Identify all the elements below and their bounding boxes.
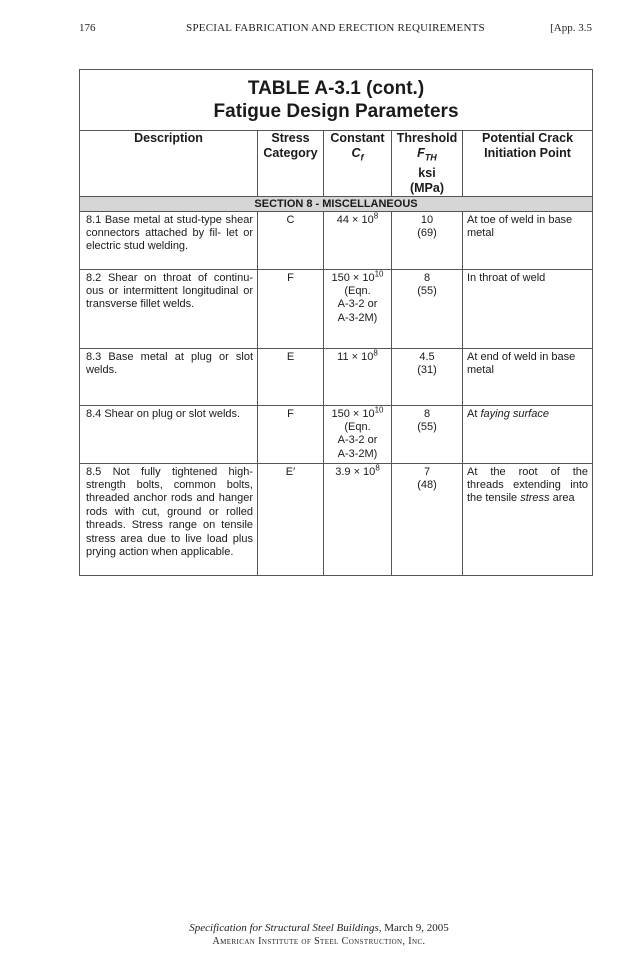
constant-exponent: 8 bbox=[375, 462, 380, 472]
table-title-line1: TABLE A-3.1 (cont.) bbox=[247, 78, 425, 99]
crack-text-italic: stress bbox=[520, 492, 550, 505]
table-row bbox=[80, 348, 593, 405]
threshold-mpa: (69) bbox=[417, 226, 437, 239]
table-title bbox=[80, 70, 593, 131]
crack-text: At end of weld in base metal bbox=[467, 350, 576, 376]
table-row bbox=[80, 405, 593, 463]
stress-category-value: E′ bbox=[285, 465, 296, 478]
constant-equation-ref: A-3-2 or bbox=[337, 434, 378, 447]
description-line: shear connectors attached by fil- bbox=[86, 213, 253, 239]
row-stress-category bbox=[258, 348, 324, 405]
row-threshold bbox=[392, 463, 463, 575]
description-line: hanger rods with cut, ground or bbox=[86, 492, 253, 518]
row-constant bbox=[324, 269, 392, 348]
threshold-mpa: (55) bbox=[417, 284, 437, 297]
threshold-mpa: (48) bbox=[417, 478, 437, 491]
description-line: load plus prying action when bbox=[86, 532, 253, 558]
row-description bbox=[80, 211, 258, 269]
row-crack-initiation bbox=[463, 405, 593, 463]
description-line: 8.4 Shear on plug or slot welds. bbox=[86, 407, 241, 420]
row-crack-initiation bbox=[463, 269, 593, 348]
constant-value: 150 × 10 bbox=[331, 271, 375, 284]
page-number: 176 bbox=[79, 22, 96, 34]
row-crack-initiation bbox=[463, 211, 593, 269]
constant-exponent: 8 bbox=[373, 347, 378, 357]
stress-category-value: C bbox=[286, 213, 295, 226]
crack-text: At bbox=[467, 407, 481, 420]
table-row bbox=[80, 463, 593, 575]
constant-exponent: 10 bbox=[374, 404, 384, 414]
description-line: transverse fillet welds. bbox=[86, 298, 195, 311]
stress-category-value: F bbox=[287, 407, 294, 420]
constant-value: 44 × 10 bbox=[336, 213, 374, 226]
row-threshold bbox=[392, 348, 463, 405]
crack-text: At the root of the threads extending into the tensile bbox=[467, 465, 589, 505]
row-description bbox=[80, 405, 258, 463]
header-description: Description bbox=[80, 131, 258, 197]
description-line: threaded anchor rods and bbox=[86, 492, 215, 505]
constant-equation-ref: A-3-2 or bbox=[337, 298, 378, 311]
header-stress-category: Stress Category bbox=[258, 131, 324, 197]
section-title: SECTION 8 - MISCELLANEOUS bbox=[80, 196, 593, 211]
row-constant bbox=[324, 211, 392, 269]
row-description bbox=[80, 348, 258, 405]
crack-text: In throat of weld bbox=[467, 271, 546, 284]
description-line: 8.5 Not fully tightened high- bbox=[86, 465, 253, 478]
header-threshold: Threshold $F_{TH}$ ksi (MPa) bbox=[392, 131, 463, 197]
table-header-row bbox=[80, 131, 593, 197]
footer-date: March 9, 2005 bbox=[381, 922, 449, 934]
section-reference: [App. 3.5 bbox=[550, 22, 592, 34]
row-stress-category bbox=[258, 405, 324, 463]
table-row bbox=[80, 211, 593, 269]
description-line: ous or intermittent longitudinal or bbox=[86, 284, 253, 297]
header-crack-initiation: Potential Crack Initiation Point bbox=[463, 131, 593, 197]
row-threshold bbox=[392, 211, 463, 269]
threshold-ksi: 7 bbox=[423, 465, 431, 478]
constant-equation-ref: (Eqn. bbox=[344, 284, 371, 297]
threshold-ksi: 8 bbox=[423, 407, 431, 420]
footer-spec-title: Specification for Structural Steel Buildings, bbox=[189, 922, 382, 934]
threshold-mpa: (31) bbox=[417, 363, 437, 376]
page-footer bbox=[0, 921, 638, 949]
constant-equation-ref: A-3-2M) bbox=[337, 311, 378, 324]
description-line: let or electric stud welding. bbox=[86, 226, 253, 253]
description-line: 8.3 Base metal at plug or slot bbox=[86, 350, 253, 363]
row-description bbox=[80, 463, 258, 575]
stress-category-value: E bbox=[286, 350, 295, 363]
row-threshold bbox=[392, 405, 463, 463]
header-constant: Constant $C_f$ bbox=[324, 131, 392, 197]
description-line: 8.2 Shear on throat of continu- bbox=[86, 271, 253, 284]
threshold-ksi: 4.5 bbox=[419, 350, 435, 363]
row-stress-category bbox=[258, 463, 324, 575]
description-line: applicable. bbox=[180, 545, 234, 558]
row-stress-category bbox=[258, 211, 324, 269]
row-crack-initiation bbox=[463, 348, 593, 405]
crack-text-italic: faying surface bbox=[480, 407, 549, 420]
table-body bbox=[80, 211, 593, 575]
row-constant bbox=[324, 463, 392, 575]
constant-exponent: 10 bbox=[374, 268, 384, 278]
row-constant bbox=[324, 348, 392, 405]
running-head bbox=[79, 22, 592, 38]
description-line: 8.1 Base metal at stud-type bbox=[86, 213, 222, 226]
constant-equation-ref: A-3-2M) bbox=[337, 447, 378, 460]
row-crack-initiation bbox=[463, 463, 593, 575]
threshold-ksi: 10 bbox=[420, 213, 434, 226]
footer-publisher: American Institute of Steel Construction, Inc. bbox=[212, 936, 426, 947]
table-row bbox=[80, 269, 593, 348]
crack-text: area bbox=[549, 492, 575, 505]
running-head-title: SPECIAL FABRICATION AND ERECTION REQUIREMENTS bbox=[186, 22, 485, 34]
row-stress-category bbox=[258, 269, 324, 348]
threshold-ksi: 8 bbox=[423, 271, 431, 284]
section-row bbox=[80, 196, 593, 211]
row-description bbox=[80, 269, 258, 348]
fatigue-design-table bbox=[79, 69, 593, 576]
table-title-line2: Fatigue Design Parameters bbox=[213, 101, 459, 122]
stress-category-value: F bbox=[287, 271, 294, 284]
constant-value: 11 × 10 bbox=[337, 350, 374, 363]
row-threshold bbox=[392, 269, 463, 348]
constant-exponent: 8 bbox=[373, 210, 379, 220]
description-line: rolled threads. Stress range on bbox=[86, 505, 253, 532]
threshold-mpa: (55) bbox=[417, 420, 437, 433]
description-line: welds. bbox=[86, 363, 118, 376]
description-line: strength bolts, common bolts, bbox=[86, 478, 253, 491]
footer-citation bbox=[0, 921, 638, 935]
constant-value: 3.9 × 10 bbox=[335, 465, 376, 478]
constant-equation-ref: (Eqn. bbox=[344, 420, 371, 433]
crack-text: At toe of weld in base metal bbox=[467, 213, 573, 239]
constant-value: 150 × 10 bbox=[331, 407, 375, 420]
row-constant bbox=[324, 405, 392, 463]
description-line: tensile stress area due to live bbox=[86, 519, 253, 545]
